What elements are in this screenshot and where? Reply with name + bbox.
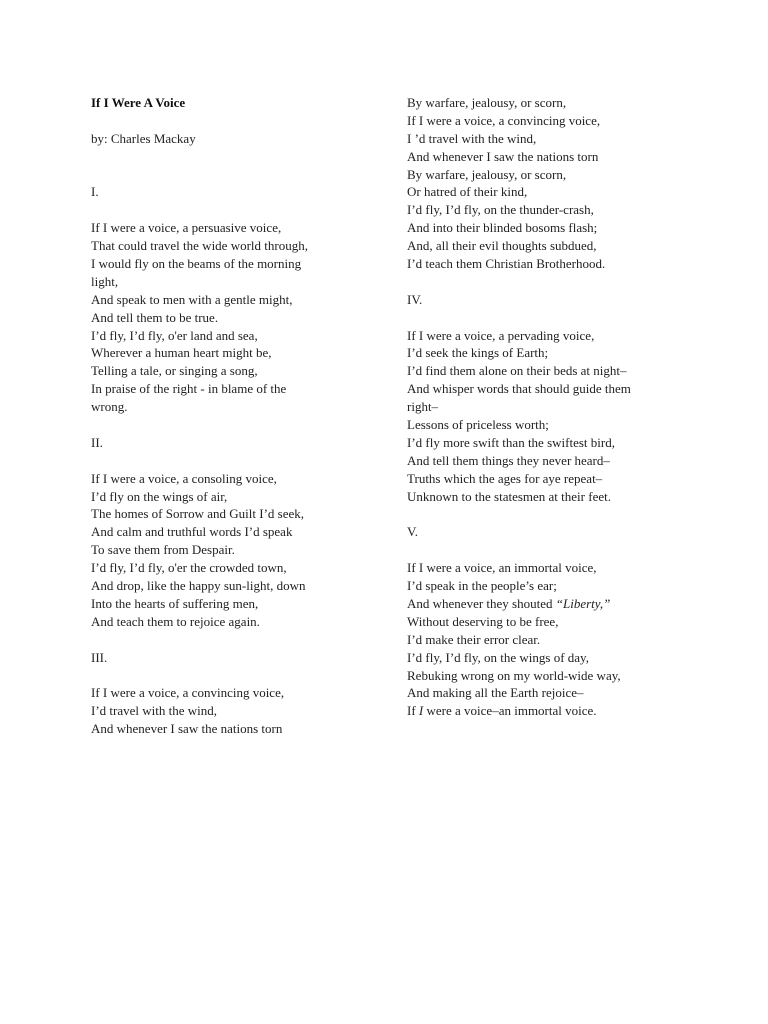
poem-line: If I were a voice, a convincing voice,	[91, 685, 285, 701]
poem-line: Or hatred of their kind,	[407, 184, 528, 200]
poem-line: And calm and truthful words I’d speak	[91, 524, 293, 540]
blank-line	[91, 452, 371, 470]
blank-line	[91, 148, 371, 166]
poem-line: If I were a voice, a convincing voice,	[407, 112, 601, 128]
poem-line: Into the hearts of suffering men,	[91, 595, 259, 611]
poem-line: By warfare, jealousy, or scorn,	[407, 166, 567, 182]
blank-line	[407, 273, 697, 291]
poem-line: And whenever I saw the nations torn	[91, 721, 283, 737]
poem-line: I’d seek the kings of Earth;	[407, 345, 549, 361]
blank-line	[407, 309, 697, 327]
poem-line: And whenever I saw the nations torn	[407, 148, 599, 164]
poem-line	[407, 702, 697, 720]
text-span: If	[407, 703, 419, 719]
blank-line	[91, 112, 371, 130]
italic-text: “Liberty,”	[555, 595, 611, 611]
poem-line: I’d teach them Christian Brotherhood.	[407, 256, 606, 272]
poem-line: I’d fly, I’d fly, o'er the crowded town,	[91, 560, 287, 576]
poem-line: right–	[407, 399, 439, 415]
poem-line: The homes of Sorrow and Guilt I’d seek,	[91, 506, 305, 522]
poem-line: In praise of the right - in blame of the	[91, 381, 287, 397]
poem-byline: by: Charles Mackay	[91, 130, 196, 146]
poem-line: II.	[91, 434, 103, 450]
poem-line: And tell them things they never heard–	[407, 452, 610, 468]
poem-line: I’d make their error clear.	[407, 631, 541, 647]
poem-line: III.	[91, 649, 108, 665]
poem-line: If I were a voice, a persuasive voice,	[91, 220, 282, 236]
poem-line: I’d travel with the wind,	[91, 703, 217, 719]
poem-line: And speak to men with a gentle might,	[91, 291, 293, 307]
blank-line	[91, 416, 371, 434]
right-column	[407, 94, 697, 720]
poem-line: I would fly on the beams of the morning	[91, 256, 302, 272]
poem-line: I ’d travel with the wind,	[407, 130, 537, 146]
poem-line: And drop, like the happy sun-light, down	[91, 578, 306, 594]
poem-line: I.	[91, 184, 99, 200]
poem-line: And teach them to rejoice again.	[91, 613, 260, 629]
blank-line	[407, 505, 697, 523]
left-column	[91, 94, 371, 738]
blank-line	[91, 631, 371, 649]
poem-line: I’d fly, I’d fly, on the thunder-crash,	[407, 202, 594, 218]
poem-line: And, all their evil thoughts subdued,	[407, 238, 597, 254]
blank-line	[91, 667, 371, 685]
blank-line	[91, 201, 371, 219]
poem-line: Wherever a human heart might be,	[91, 345, 272, 361]
text-span: were a voice–an immortal voice.	[423, 703, 597, 719]
poem-line: Without deserving to be free,	[407, 613, 559, 629]
poem-line: I’d find them alone on their beds at night–	[407, 363, 627, 379]
poem-line: And whisper words that should guide them	[407, 381, 631, 397]
poem-line: Lessons of priceless worth;	[407, 417, 549, 433]
poem-line: light,	[91, 273, 119, 289]
poem-line: Telling a tale, or singing a song,	[91, 363, 258, 379]
poem-line	[407, 595, 697, 613]
poem-line: I’d speak in the people’s ear;	[407, 578, 557, 594]
poem-line: I’d fly more swift than the swiftest bird,	[407, 434, 615, 450]
poem-line: If I were a voice, a pervading voice,	[407, 327, 595, 343]
poem-title: If I Were A Voice	[91, 95, 186, 110]
poem-line: That could travel the wide world through,	[91, 238, 308, 254]
poem-line: wrong.	[91, 399, 128, 415]
poem-line: And making all the Earth rejoice–	[407, 685, 584, 701]
poem-line: V.	[407, 524, 418, 540]
poem-line: And into their blinded bosoms flash;	[407, 220, 598, 236]
poem-line: Unknown to the statesmen at their feet.	[407, 488, 611, 504]
blank-line	[91, 166, 371, 184]
poem-line: By warfare, jealousy, or scorn,	[407, 95, 567, 110]
poem-line: If I were a voice, an immortal voice,	[407, 560, 597, 576]
poem-line: To save them from Despair.	[91, 542, 235, 558]
poem-line: Truths which the ages for aye repeat–	[407, 470, 603, 486]
text-span: And whenever they shouted	[407, 595, 556, 611]
blank-line	[407, 541, 697, 559]
poem-line: Rebuking wrong on my world-wide way,	[407, 667, 621, 683]
poem-line: I’d fly, I’d fly, on the wings of day,	[407, 649, 589, 665]
italic-text: I	[418, 703, 424, 719]
poem-line: And tell them to be true.	[91, 309, 219, 325]
poem-line: I’d fly, I’d fly, o'er land and sea,	[91, 327, 258, 343]
poem-line: I’d fly on the wings of air,	[91, 488, 228, 504]
poem-line: If I were a voice, a consoling voice,	[91, 470, 277, 486]
poem-line: IV.	[407, 291, 423, 307]
